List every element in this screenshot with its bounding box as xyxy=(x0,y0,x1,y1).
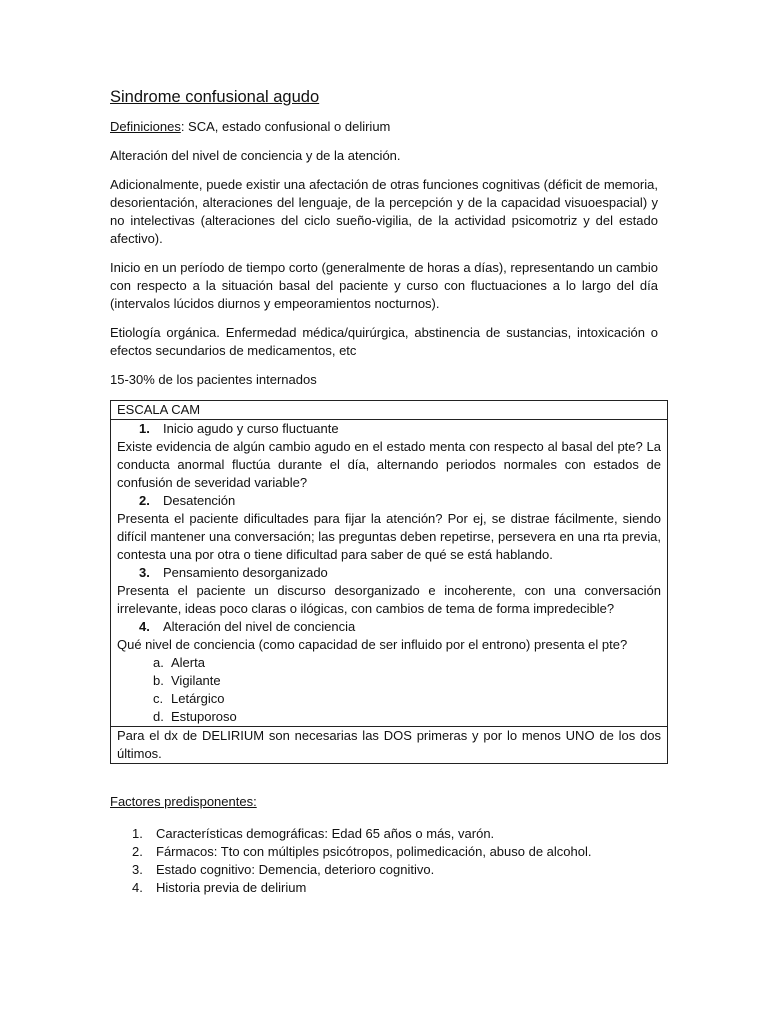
cam-item-3-title: Pensamiento desorganizado xyxy=(163,565,328,580)
option-b-letter: b. xyxy=(153,673,164,688)
cam-item-4-title: Alteración del nivel de conciencia xyxy=(163,619,356,634)
cam-item-1-number: 1. xyxy=(139,421,150,436)
option-a-letter: a. xyxy=(153,655,164,670)
factor-2-text: Fármacos: Tto con múltiples psicótropos, polimedicación, abuso de alcohol. xyxy=(156,844,592,859)
definitions-paragraph xyxy=(110,118,658,136)
paragraph-3: Inicio en un período de tiempo corto (generalmente de horas a días), representando un cambio con respecto a la situación basal del paciente y curso con fluctuaciones a lo largo del día (intervalos lúcidos diurnos y empeoramientos nocturnos). xyxy=(110,260,658,311)
cam-item-2-heading xyxy=(117,492,661,510)
cam-item-1-text: Existe evidencia de algún cambio agudo en el estado menta con respecto al basal del pte? La conducta anormal fluctúa durante el día, alternando periodos normales con estados de confusión de severidad variable? xyxy=(117,439,661,490)
cam-item-4-heading xyxy=(117,618,661,636)
factors-list xyxy=(110,825,658,897)
definitions-label: Definiciones xyxy=(110,119,181,134)
factor-item-3 xyxy=(110,861,658,879)
paragraph-2: Adicionalmente, puede existir una afectación de otras funciones cognitivas (déficit de memoria, desorientación, alteraciones del lenguaje, de la percepción y de la capacidad visuoespacial) y no intelectivas (alteraciones del ciclo sueño-vigilia, de la actividad psicomotriz y del estado afectivo). xyxy=(110,177,658,246)
cam-body xyxy=(111,420,668,727)
factor-item-1 xyxy=(110,825,658,843)
factor-item-2 xyxy=(110,843,658,861)
consciousness-option-a xyxy=(117,654,661,672)
consciousness-option-c xyxy=(117,690,661,708)
document-page xyxy=(110,86,661,897)
cam-item-2-number: 2. xyxy=(139,493,150,508)
option-a-label: Alerta xyxy=(171,655,205,670)
cam-footer: Para el dx de DELIRIUM son necesarias las DOS primeras y por lo menos UNO de los dos últimos. xyxy=(111,727,668,764)
factor-2-number: 2. xyxy=(132,844,143,859)
factor-item-4 xyxy=(110,879,658,897)
factor-1-text: Características demográficas: Edad 65 años o más, varón. xyxy=(156,826,495,841)
factor-3-text: Estado cognitivo: Demencia, deterioro cognitivo. xyxy=(156,862,435,877)
factor-4-text: Historia previa de delirium xyxy=(156,880,307,895)
paragraph-1: Alteración del nivel de conciencia y de la atención. xyxy=(110,148,401,163)
page-title: Sindrome confusional agudo xyxy=(110,88,320,106)
cam-item-2-title: Desatención xyxy=(163,493,236,508)
cam-item-2-text: Presenta el paciente dificultades para fijar la atención? Por ej, se distrae fácilmente, siendo difícil mantener una conversación; las preguntas deben repetirse, persevera en una rta previa, contesta una por otra o tiene dificultad para saber de qué se está hablando. xyxy=(117,511,661,562)
cam-item-1-heading xyxy=(117,420,661,438)
option-d-label: Estuporoso xyxy=(171,709,237,724)
factor-3-number: 3. xyxy=(132,862,143,877)
cam-item-3-heading xyxy=(117,564,661,582)
factor-1-number: 1. xyxy=(132,826,143,841)
paragraph-5: 15-30% de los pacientes internados xyxy=(110,372,317,387)
factor-4-number: 4. xyxy=(132,880,143,895)
consciousness-option-b xyxy=(117,672,661,690)
option-d-letter: d. xyxy=(153,709,164,724)
option-c-label: Letárgico xyxy=(171,691,225,706)
definitions-text: : SCA, estado confusional o delirium xyxy=(180,119,391,134)
cam-item-3-number: 3. xyxy=(139,565,150,580)
cam-header: ESCALA CAM xyxy=(111,401,668,420)
cam-item-4-text: Qué nivel de conciencia (como capacidad de ser influido por el entrono) presenta el pte? xyxy=(117,637,628,652)
cam-item-1-title: Inicio agudo y curso fluctuante xyxy=(163,421,339,436)
paragraph-4: Etiología orgánica. Enfermedad médica/quirúrgica, abstinencia de sustancias, intoxicación o efectos secundarios de medicamentos, etc xyxy=(110,325,658,358)
factors-title: Factores predisponentes: xyxy=(110,794,257,809)
cam-scale-table xyxy=(110,400,668,764)
option-b-label: Vigilante xyxy=(171,673,221,688)
consciousness-option-d xyxy=(117,708,661,726)
cam-item-3-text: Presenta el paciente un discurso desorganizado e incoherente, con una conversación irrelevante, ideas poco claras o ilógicas, con cambios de tema de forma impredecible? xyxy=(117,583,661,616)
cam-item-4-number: 4. xyxy=(139,619,150,634)
option-c-letter: c. xyxy=(153,691,164,706)
